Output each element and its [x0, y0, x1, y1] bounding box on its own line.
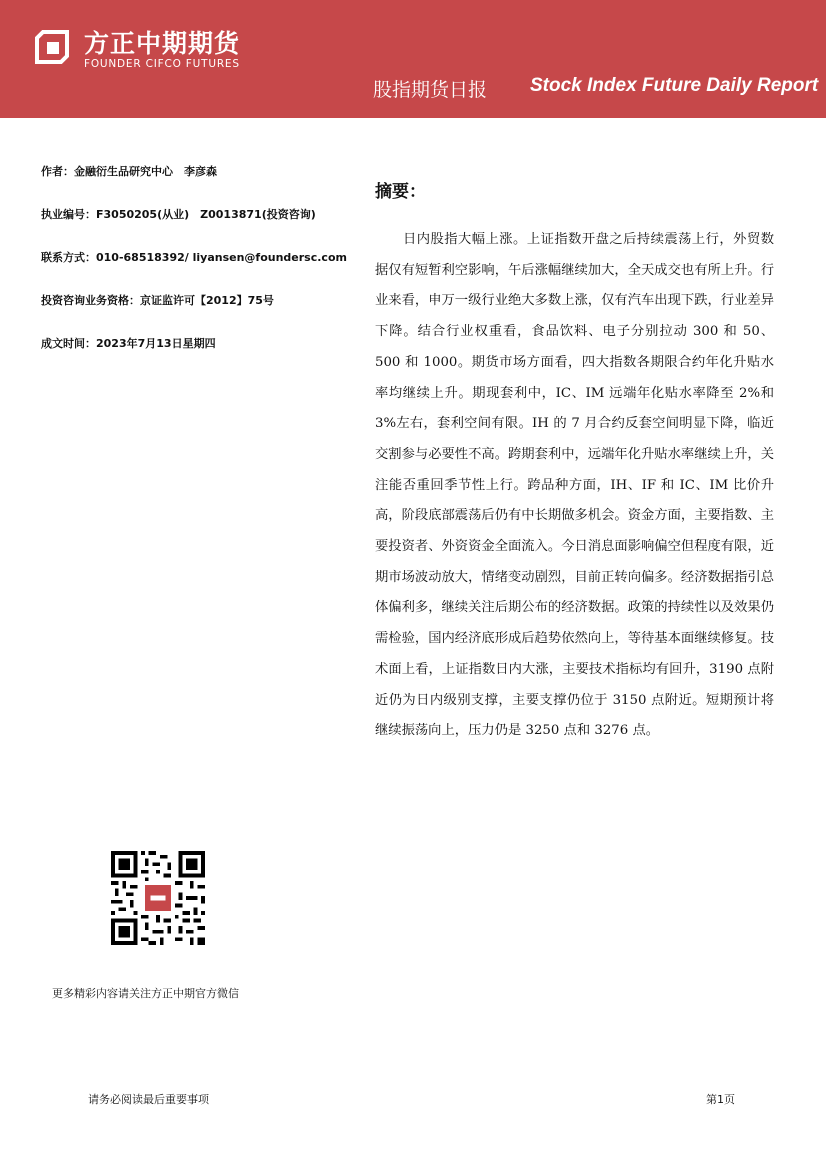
qualification-line: 投资咨询业务资格：京证监许可【2012】75号 [41, 294, 274, 307]
report-title-en: Stock Index Future Daily Report [530, 75, 819, 96]
contact-line: 联系方式：010-68518392/ liyansen@foundersc.com [41, 251, 347, 264]
author-line: 作者：金融衍生品研究中心 李彦森 [41, 165, 217, 178]
footer-notice: 请务必阅读最后重要事项 [88, 1093, 209, 1106]
logo-chinese-name: 方正中期期货 [84, 29, 241, 58]
date-line: 成文时间：2023年7月13日星期四 [41, 337, 216, 350]
summary-body: 日内股指大幅上涨。上证指数开盘之后持续震荡上行，外贸数据仅有短暂利空影响，午后涨幅继续加大，全天成交也有所上升。行业来看，申万一级行业绝大多数上涨，仅有汽车出现下跌，行业差异下降。结合行业权重看，食品饮料、电子分别拉动 300 和 50、500 和 1000。期货市场方面看，四大指数各期限合约年化升贴水率均继续上升。期现套利中，IC、IM 远端年化贴水率降至 2%和 3%左右，套利空间有限。IH 的 7 月合约反套空间明显下降，临近交割参与必要性不高。跨期套利中，远端年化升贴水率继续上升，关注能否重回季节性上行。跨品种方面，IH、IF 和 IC、IM 比价升高，阶段底部震荡后仍有中长期做多机会。资金方面，主要指数、主要投资者、外资资金全面流入。今日消息面影响偏空但程度有限，近期市场波动放大，情绪变动剧烈，目前正转向偏多。经济数据指引总体偏利多，继续关注后期公布的经济数据。政策的持续性以及效果仍需检验，国内经济底形成后趋势依然向上，等待基本面继续修复。技术面上看，上证指数日内大涨，主要技术指标均有回升，3190 点附近仍为日内级别支撑，主要支撑仍位于 3150 点附近。短期预计将继续振荡向上，压力仍是 3250 点和 3276 点。 [375, 232, 774, 739]
page-number: 第1页 [706, 1093, 735, 1106]
logo-english-name: FOUNDER CIFCO FUTURES [84, 58, 240, 70]
qr-code-icon [111, 851, 205, 945]
qr-caption: 更多精彩内容请关注方正中期官方微信 [52, 987, 239, 1000]
report-title-cn: 股指期货日报 [373, 79, 488, 101]
company-logo-icon [33, 28, 73, 68]
summary-heading: 摘要： [375, 182, 426, 202]
header-band [0, 0, 826, 118]
license-number-line: 执业编号：F3050205(从业) Z0013871(投资咨询) [41, 208, 316, 221]
